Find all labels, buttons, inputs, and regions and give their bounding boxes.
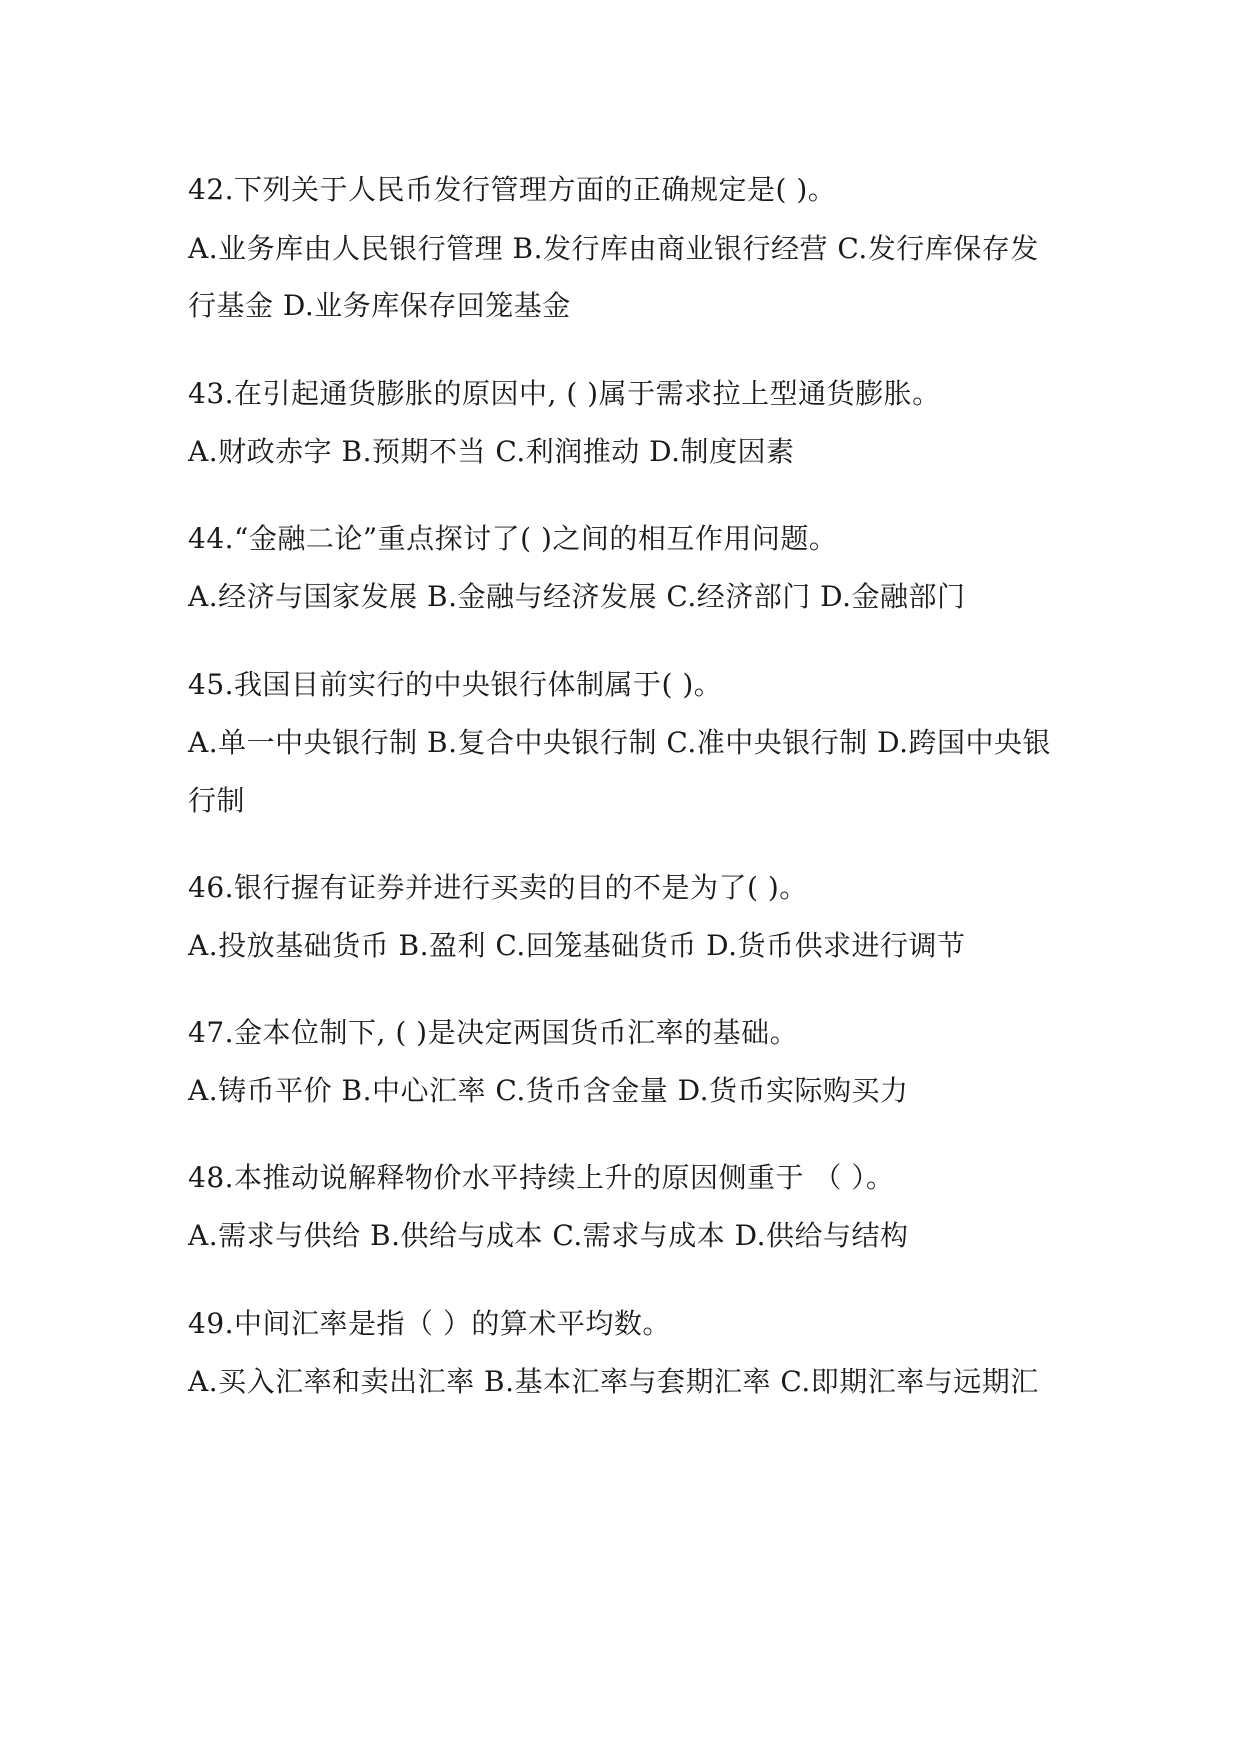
question-42-options-line-2: 行基金 D.业务库保存回笼基金	[188, 289, 571, 322]
question-48-stem: 48.本推动说解释物价水平持续上升的原因侧重于 （ ）。	[188, 1161, 895, 1194]
question-45-stem: 45.我国目前实行的中央银行体制属于( )。	[188, 668, 723, 701]
question-47-options-line-1: A.铸币平价 B.中心汇率 C.货币含金量 D.货币实际购买力	[188, 1074, 909, 1107]
question-43-options-line-1: A.财政赤字 B.预期不当 C.利润推动 D.制度因素	[188, 435, 795, 468]
question-42-stem: 42.下列关于人民币发行管理方面的正确规定是( )。	[188, 173, 837, 206]
question-44-options-line-1: A.经济与国家发展 B.金融与经济发展 C.经济部门 D.金融部门	[188, 580, 966, 613]
question-46-options-line-1: A.投放基础货币 B.盈利 C.回笼基础货币 D.货币供求进行调节	[188, 929, 966, 962]
question-43-stem: 43.在引起通货膨胀的原因中, ( )属于需求拉上型通货膨胀。	[188, 377, 941, 410]
question-42-options-line-1: A.业务库由人民银行管理 B.发行库由商业银行经营 C.发行库保存发	[188, 232, 1039, 265]
question-49-stem: 49.中间汇率是指（ ）的算术平均数。	[188, 1307, 671, 1340]
question-48-options-line-1: A.需求与供给 B.供给与成本 C.需求与成本 D.供给与结构	[188, 1219, 909, 1252]
question-49-options-line-1: A.买入汇率和卖出汇率 B.基本汇率与套期汇率 C.即期汇率与远期汇	[188, 1365, 1039, 1398]
question-45-options-line-2: 行制	[188, 784, 246, 817]
question-46-stem: 46.银行握有证券并进行买卖的目的不是为了( )。	[188, 871, 808, 904]
question-45-options-line-1: A.单一中央银行制 B.复合中央银行制 C.准中央银行制 D.跨国中央银	[188, 726, 1051, 759]
question-47-stem: 47.金本位制下, ( )是决定两国货币汇率的基础。	[188, 1016, 799, 1049]
question-44-stem: 44.“金融二论”重点探讨了( )之间的相互作用问题。	[188, 522, 838, 555]
